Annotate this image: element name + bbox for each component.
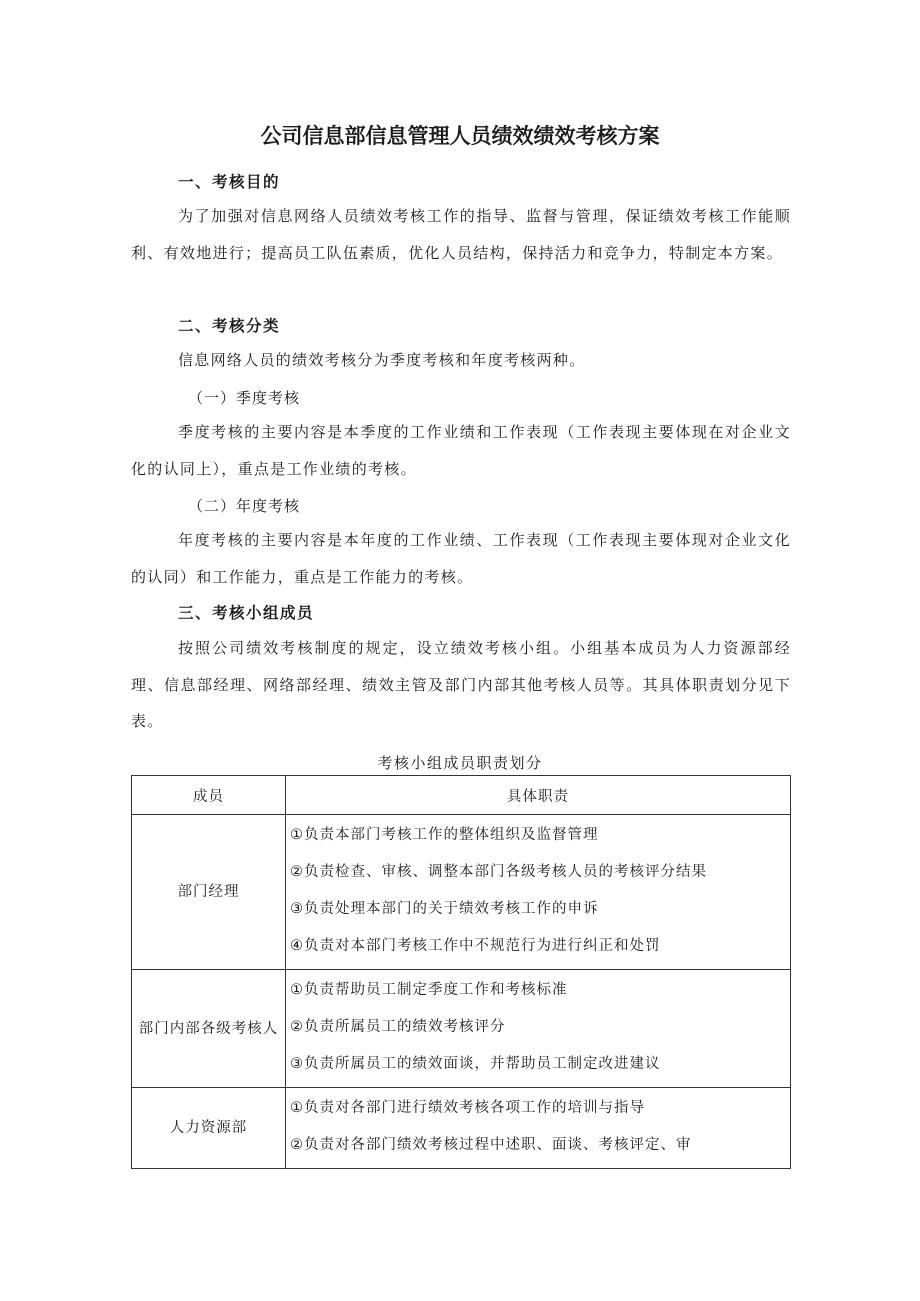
paragraph-annual: 年度考核的主要内容是本年度的工作业绩、工作表现（工作表现主要体现对企业文化的认同）和工作能力，重点是工作能力的考核。 bbox=[131, 531, 791, 586]
duty-item: ②负责检查、审核、调整本部门各级考核人员的考核评分结果 bbox=[290, 864, 707, 880]
duties-cell bbox=[286, 815, 791, 970]
duties-table bbox=[131, 775, 791, 1169]
table-caption: 考核小组成员职责划分 bbox=[377, 754, 543, 772]
member-cell: 部门经理 bbox=[132, 815, 286, 970]
paragraph-purpose: 为了加强对信息网络人员绩效考核工作的指导、监督与管理，保证绩效考核工作能顺利、有效地进行；提高员工队伍素质，优化人员结构，保持活力和竞争力，特制定本方案。 bbox=[131, 207, 791, 262]
duty-item: ③负责所属员工的绩效面谈，并帮助员工制定改进建议 bbox=[290, 1056, 661, 1072]
section-heading-members: 三、考核小组成员 bbox=[178, 604, 315, 622]
paragraph-quarterly: 季度考核的主要内容是本季度的工作业绩和工作表现（工作表现主要体现在对企业文化的认同上），重点是工作业绩的考核。 bbox=[131, 423, 791, 478]
duties-cell bbox=[286, 970, 791, 1088]
paragraph-category: 信息网络人员的绩效考核分为季度考核和年度考核两种。 bbox=[178, 351, 586, 369]
duty-item: ②负责对各部门绩效考核过程中述职、面谈、考核评定、审 bbox=[290, 1137, 692, 1153]
table-row bbox=[132, 970, 791, 1088]
duty-item: ①负责对各部门进行绩效考核各项工作的培训与指导 bbox=[290, 1100, 645, 1116]
duty-item: ③负责处理本部门的关于绩效考核工作的申诉 bbox=[290, 901, 599, 917]
duty-item: ①负责本部门考核工作的整体组织及监督管理 bbox=[290, 827, 599, 843]
table-row bbox=[132, 815, 791, 970]
duty-item: ②负责所属员工的绩效考核评分 bbox=[290, 1019, 506, 1035]
subheading-annual: （二）年度考核 bbox=[188, 497, 301, 515]
section-heading-category: 二、考核分类 bbox=[178, 317, 281, 335]
duties-cell bbox=[286, 1088, 791, 1169]
table-header-row bbox=[132, 776, 791, 815]
section-heading-purpose: 一、考核目的 bbox=[178, 173, 281, 191]
header-duties: 具体职责 bbox=[286, 776, 791, 815]
member-cell: 人力资源部 bbox=[132, 1088, 286, 1169]
duty-item: ④负责对本部门考核工作中不规范行为进行纠正和处罚 bbox=[290, 938, 661, 954]
duty-item: ①负责帮助员工制定季度工作和考核标准 bbox=[290, 982, 568, 998]
header-member: 成员 bbox=[132, 776, 286, 815]
paragraph-members: 按照公司绩效考核制度的规定，设立绩效考核小组。小组基本成员为人力资源部经理、信息部经理、网络部经理、绩效主管及部门内部其他考核人员等。其具体职责划分见下表。 bbox=[131, 639, 791, 730]
table-row bbox=[132, 1088, 791, 1169]
subheading-quarterly: （一）季度考核 bbox=[188, 389, 301, 407]
member-cell: 部门内部各级考核人 bbox=[132, 970, 286, 1088]
document-title: 公司信息部信息管理人员绩效绩效考核方案 bbox=[260, 124, 660, 148]
